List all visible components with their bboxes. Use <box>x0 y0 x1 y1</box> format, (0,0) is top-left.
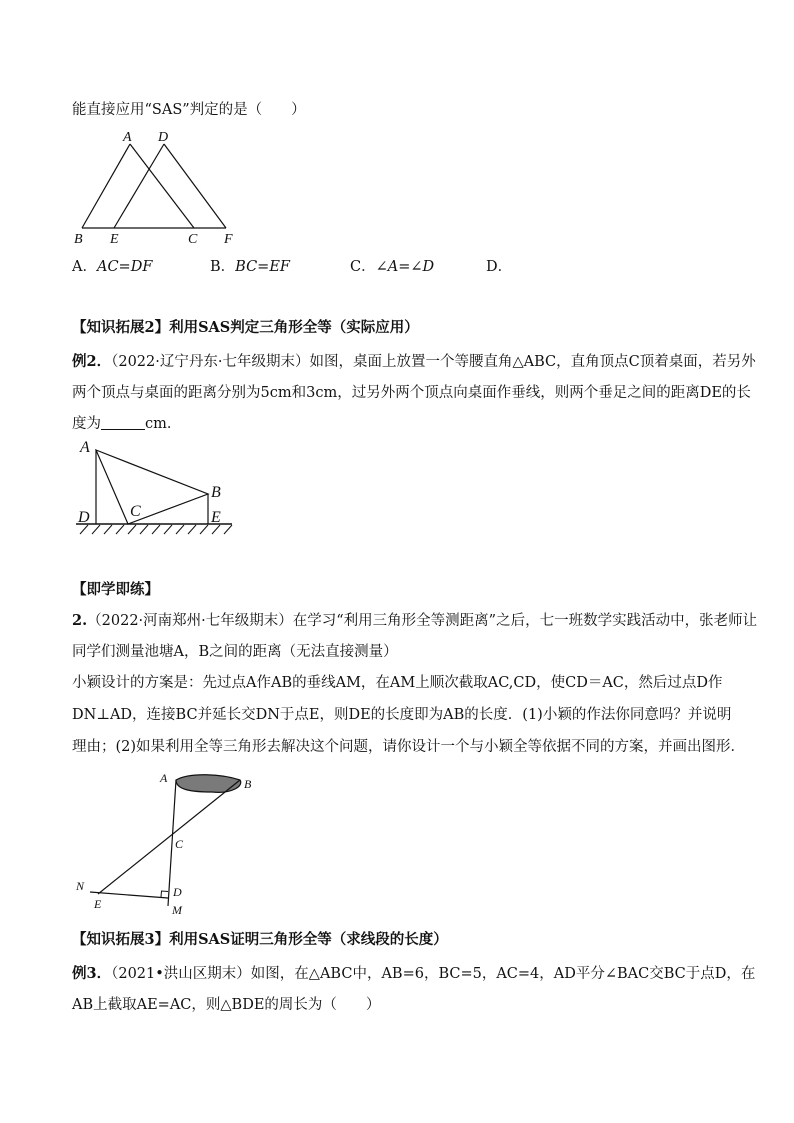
label-f: F <box>224 232 233 247</box>
ext2-line-1: 例2．（2022·辽宁丹东·七年级期末）如图，桌面上放置一个等腰直角△ABC，直角顶点C顶着桌面，若另外 <box>72 353 756 370</box>
q1-options <box>72 257 512 277</box>
practice-line-2: 同学们测量池塘A，B之间的距离（无法直接测量） <box>72 644 398 660</box>
q1-stem: 能直接应用“SAS”判定的是（ ） <box>72 102 306 118</box>
ext2-line-2: 两个顶点与桌面的距离分别为5cm和3cm，过另外两个顶点向桌面作垂线，则两个垂足之间的距离DE的长 <box>72 385 751 401</box>
pond-figure <box>72 766 272 918</box>
ext3-heading: 【知识拓展3】利用SAS证明三角形全等（求线段的长度） <box>72 931 448 948</box>
practice-line-5: 理由；(2)如果利用全等三角形去解决这个问题，请你设计一个与小颖全等依据不同的方案，并画出图形． <box>72 739 746 755</box>
practice-line-4: DN⊥AD，连接BC并延长交DN于点E，则DE的长度即为AB的长度．(1)小颖的作法你同意吗？并说明 <box>72 707 732 723</box>
ext3-line-1: 例3．（2021•洪山区期末）如图，在△ABC中，AB=6，BC=5，AC=4，AD平分∠BAC交BC于点D，在 <box>72 965 756 982</box>
label-d: D <box>158 130 169 145</box>
label-b: B <box>74 232 83 247</box>
answer-blank[interactable] <box>101 415 145 430</box>
table-hatching <box>80 525 232 534</box>
label-c: C <box>175 837 184 851</box>
practice-line-3: 小颖设计的方案是：先过点A作AB的垂线AM，在AM上顺次截取AC,CD，使CD＝AC，然后过点D作 <box>72 675 723 691</box>
label-d: D <box>173 885 182 899</box>
table-triangle-figure <box>72 436 238 542</box>
label-m: M <box>172 903 182 917</box>
segment-ab <box>82 144 130 228</box>
label-a: A <box>160 771 168 785</box>
line-be <box>98 780 240 894</box>
label-b: B <box>244 777 252 791</box>
label-b: B <box>211 484 221 501</box>
option-b[interactable]: B．BC=EF <box>210 259 290 275</box>
label-e: E <box>94 897 102 911</box>
ext3-line-2: AB上截取AE=AC，则△BDE的周长为（ ） <box>72 997 381 1013</box>
line-dn <box>90 892 168 898</box>
label-n: N <box>76 879 85 893</box>
pond-shape <box>176 775 241 793</box>
label-c: C <box>188 232 198 247</box>
label-d: D <box>78 509 90 526</box>
segment-df <box>164 144 226 228</box>
triangle-abc <box>96 450 208 524</box>
option-d[interactable]: D． <box>486 259 513 275</box>
practice-heading: 【即学即练】 <box>72 581 159 598</box>
label-a: A <box>80 439 90 456</box>
q1-triangles-figure <box>68 130 248 248</box>
ext2-heading: 【知识拓展2】利用SAS判定三角形全等（实际应用） <box>72 319 419 336</box>
label-e: E <box>211 509 221 526</box>
option-c[interactable]: C．∠A=∠D <box>350 259 435 275</box>
right-angle-mark <box>161 891 168 897</box>
label-a: A <box>123 130 132 145</box>
label-c: C <box>130 503 141 520</box>
option-a[interactable]: A．AC=DF <box>72 259 153 275</box>
label-e: E <box>110 232 119 247</box>
ext2-line-3: 度为 cm． <box>72 416 182 432</box>
practice-line-1: 2.（2022·河南郑州·七年级期末）在学习“利用三角形全等测距离”之后，七一班数学实践活动中，张老师让 <box>72 612 758 629</box>
